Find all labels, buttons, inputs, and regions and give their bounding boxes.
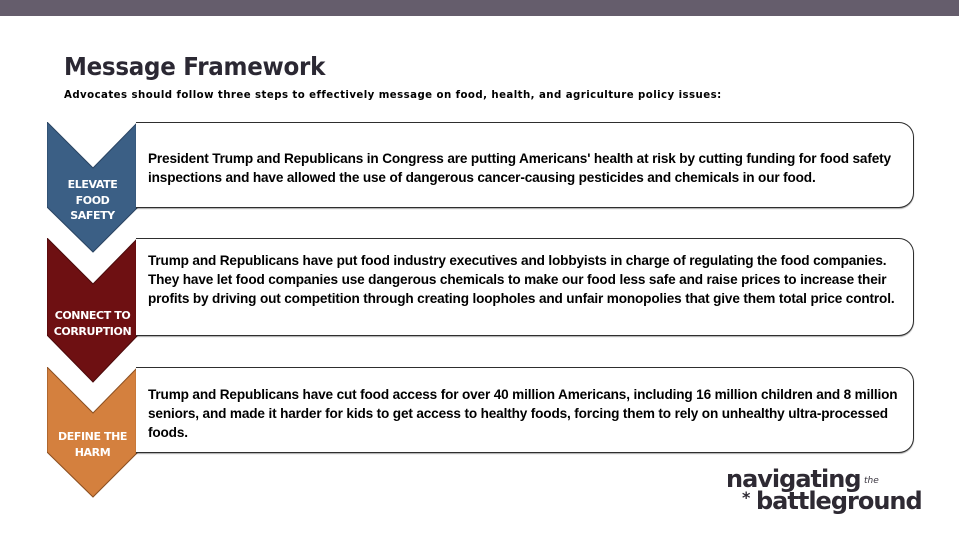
chevron-step-3	[47, 367, 138, 498]
step-1-label	[47, 177, 138, 224]
step-3-label-line: DEFINE THE	[57, 430, 128, 443]
chevron-step-1	[47, 122, 138, 253]
logo-word-battleground: battleground	[756, 487, 922, 515]
step-1-label-line: FOOD	[75, 193, 110, 207]
step-elevate-food-safety	[0, 122, 959, 253]
step-2-message: Trump and Republicans have put food industry executives and lobbyists in charge of regulating the food companies. They have let food companies use dangerous chemicals to make our food less safe and raise prices to increase their profits by driving out competition through creating loopholes and unfair monopolies that give them total price control.	[148, 253, 895, 306]
step-connect-to-corruption	[0, 238, 959, 383]
logo-word-navigating: navigating	[726, 465, 861, 493]
step-3-label-line: HARM	[74, 445, 111, 459]
logo-word-the: the	[864, 476, 879, 486]
step-2-label	[47, 308, 138, 339]
step-1-label-line: SAFETY	[70, 209, 115, 222]
asterisk-icon: *	[742, 488, 751, 507]
navigating-the-battleground-logo	[726, 466, 941, 518]
step-2-label-line: CONNECT TO	[54, 309, 131, 322]
chevron-step-2	[47, 238, 138, 383]
step-2-label-line: CORRUPTION	[53, 324, 132, 338]
step-3-message: Trump and Republicans have cut food access for over 40 million Americans, including 16 million children and 8 million seniors, and made it harder for kids to get access to healthy foods, forcing them to rely on unhealthy ultra-processed foods.	[148, 387, 898, 440]
step-1-label-line: ELEVATE	[67, 178, 118, 191]
page-subtitle: Advocates should follow three steps to effectively message on food, health, and agriculture policy issues:	[64, 89, 722, 101]
step-3-message-box	[136, 367, 914, 453]
step-2-message-box	[136, 238, 914, 336]
step-1-message: President Trump and Republicans in Congress are putting Americans' health at risk by cutting funding for food safety inspections and have allowed the use of dangerous cancer-causing pesticides and chemicals in our food.	[148, 151, 891, 185]
top-bar	[0, 0, 959, 16]
step-1-message-box	[136, 122, 914, 208]
step-3-label	[47, 429, 138, 460]
page-title: Message Framework	[64, 52, 326, 81]
